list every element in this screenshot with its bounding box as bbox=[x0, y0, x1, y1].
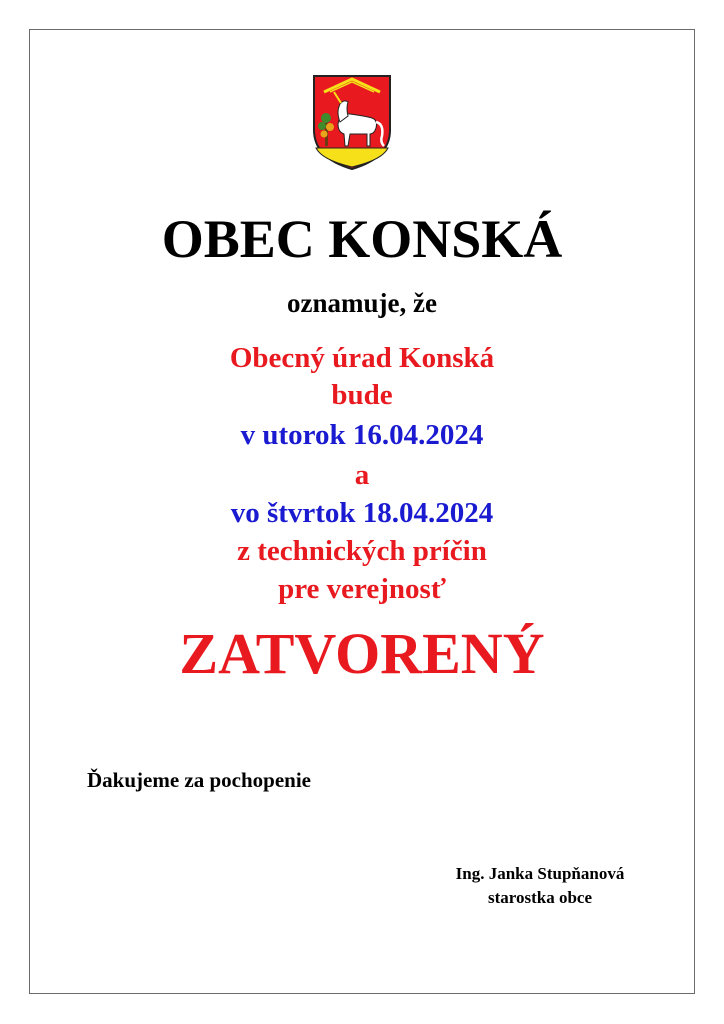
notice-line-and: a bbox=[354, 459, 370, 491]
notice-line-will-be: bude bbox=[331, 379, 393, 411]
signature-name: Ing. Janka Stupňanová bbox=[455, 864, 625, 883]
notice-intro: oznamuje, že bbox=[287, 288, 437, 318]
notice-line-reason: z technických príčin bbox=[237, 535, 487, 567]
notice-line-office: Obecný úrad Konská bbox=[229, 342, 495, 374]
notice-line-thursday-date: vo štvrtok 18.04.2024 bbox=[230, 497, 494, 529]
notice-title: OBEC KONSKÁ bbox=[161, 209, 563, 269]
signature-role: starostka obce bbox=[487, 888, 593, 907]
notice-status-closed: ZATVORENÝ bbox=[179, 621, 545, 686]
notice-page bbox=[29, 29, 695, 994]
thanks-text: Ďakujeme za pochopenie bbox=[87, 768, 311, 792]
signature-block bbox=[428, 862, 652, 910]
notice-line-public: pre verejnosť bbox=[278, 573, 446, 605]
coat-of-arms-icon bbox=[310, 72, 394, 172]
notice-line-tuesday-date: v utorok 16.04.2024 bbox=[240, 419, 484, 451]
